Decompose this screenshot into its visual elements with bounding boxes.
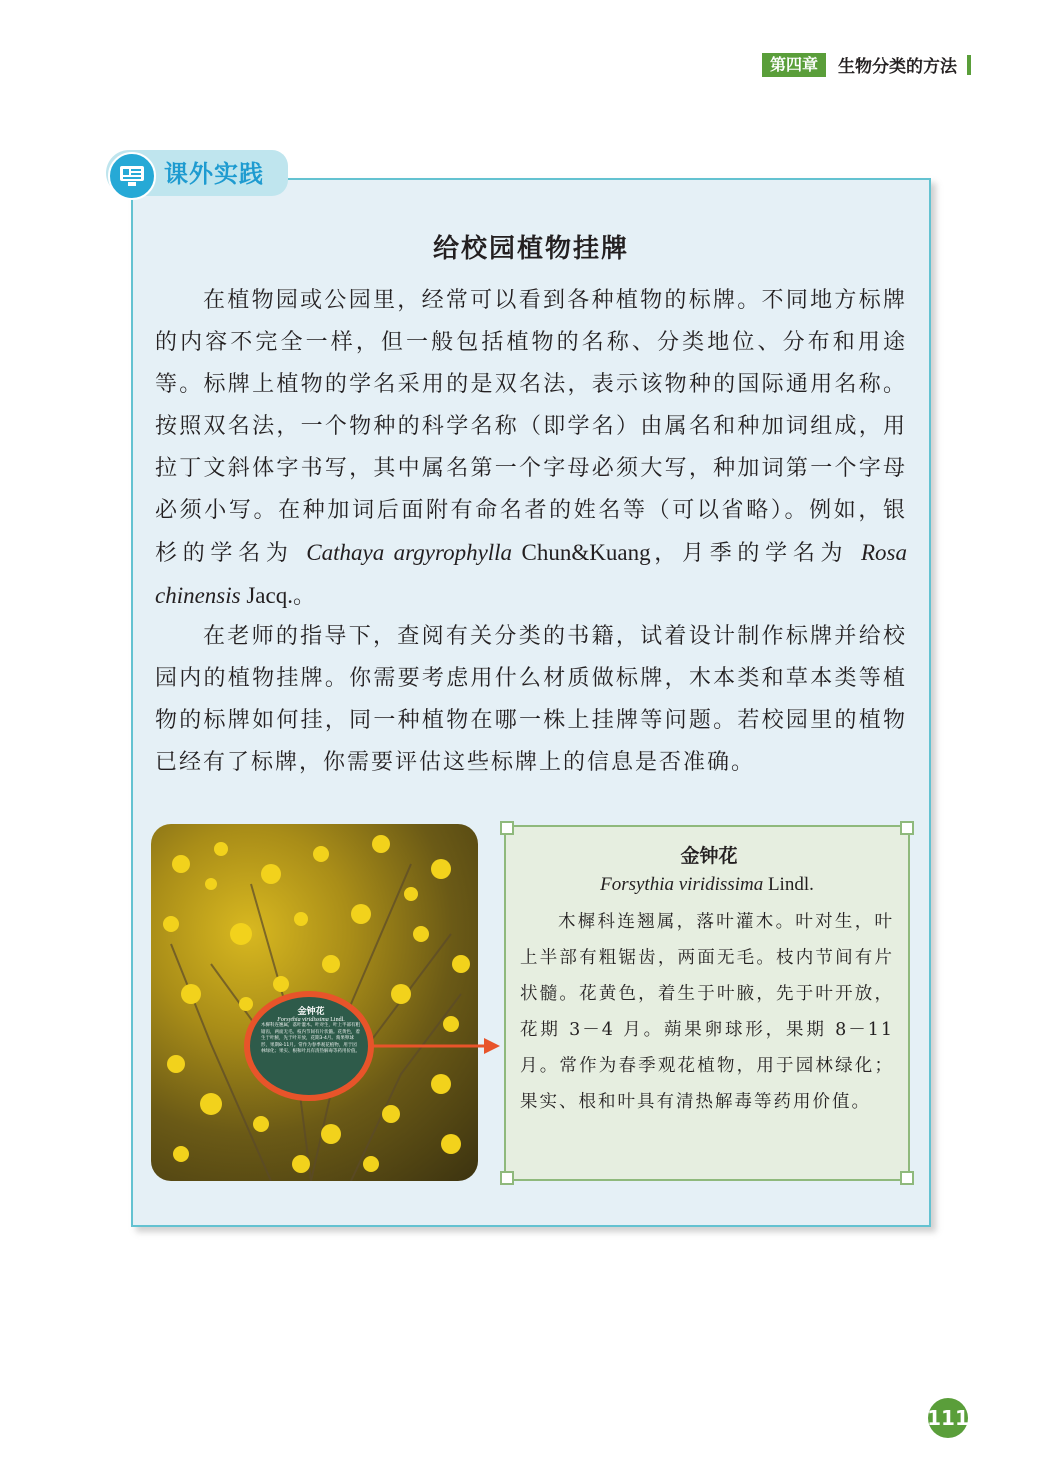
header-bar: [967, 55, 971, 75]
forsythia-photo: [151, 824, 478, 1181]
p1-text-a: 在植物园或公园里，经常可以看到各种植物的标牌。不同地方标牌的内容不完全一样，但一般包括植物的名称、分类地位、分布和用途等。标牌上植物的学名采用的是双名法，表示该物种的国际通用名称。按照双名法，一个物种的科学名称（即学名）由属名和种加词组成，用拉丁文斜体字书写，其中属名第一个字母必须大写，种加词第一个字母必须小写。在种加词后面附有命名者的姓名等（可以省略）。例如，银杉的学名为: [155, 288, 907, 566]
card-corner: [500, 821, 514, 835]
author-rosa: Jacq.: [240, 583, 293, 608]
sci-name-rosa: Rosa chinensis: [155, 540, 907, 608]
photo-sign-text: [255, 1004, 367, 1056]
badge-icon: [108, 152, 156, 200]
chapter-title: 生物分类的方法: [838, 57, 957, 77]
photo-sign-sci-name: Forsythia viridissima: [277, 1017, 329, 1023]
photo-sign-body: 木樨科连翘属，落叶灌木。叶对生，叶上半部有粗锯齿，两面无毛。枝内节间有片状髓。花黄色，着生于叶腋，先于叶开放，花期3-4月。蒴果卵球形，果期8-11月。常作为春季观花植物，用于园林绿化；果实、根和叶具有清热解毒等药用价值。: [261, 1023, 360, 1054]
card-body: 木樨科连翘属，落叶灌木。叶对生，叶上半部有粗锯齿，两面无毛。枝内节间有片状髓。花黄色，着生于叶腋，先于叶开放，花期 3－4 月。蒴果卵球形，果期 8－11 月。常作为春季观花植物，用于园林绿化；果实、根和叶具有清热解毒等药用价值。: [520, 912, 894, 1112]
page-number: 111: [928, 1398, 968, 1438]
p1-text-b: ，月季的学名为: [650, 541, 861, 566]
sci-name-cathaya: Cathaya argyrophylla: [306, 540, 513, 565]
card-sci-italic: Forsythia viridissima: [600, 874, 764, 895]
card-corner: [500, 1171, 514, 1185]
forsythia-illustration: [151, 824, 478, 1181]
running-header: [762, 52, 971, 77]
chapter-tag: 第四章: [762, 53, 826, 77]
card-corner: [900, 821, 914, 835]
author-cathaya: Chun&Kuang: [512, 540, 651, 565]
section-title: 给校园植物挂牌: [432, 234, 629, 264]
computer-icon: [119, 165, 145, 187]
photo-sign-author: Lindl.: [330, 1017, 345, 1023]
paragraph-1: [155, 280, 907, 618]
p1-text-end: 。: [292, 584, 317, 609]
arrow-icon: [370, 1036, 502, 1056]
card-author: Lindl.: [763, 874, 814, 895]
badge-label: 课外实践: [164, 160, 264, 188]
paragraph-2: 在老师的指导下，查阅有关分类的书籍，试着设计制作标牌并给校园内的植物挂牌。你需要考虑用什么材质做标牌，木本类和草本类等植物的标牌如何挂，同一种植物在哪一株上挂牌等问题。若校园里的植物已经有了标牌，你需要评估这些标牌上的信息是否准确。: [155, 624, 907, 775]
card-scientific-name: [504, 874, 910, 896]
card-title: 金钟花: [680, 845, 738, 867]
card-corner: [900, 1171, 914, 1185]
photo-sign-title: 金钟花: [297, 1007, 325, 1017]
